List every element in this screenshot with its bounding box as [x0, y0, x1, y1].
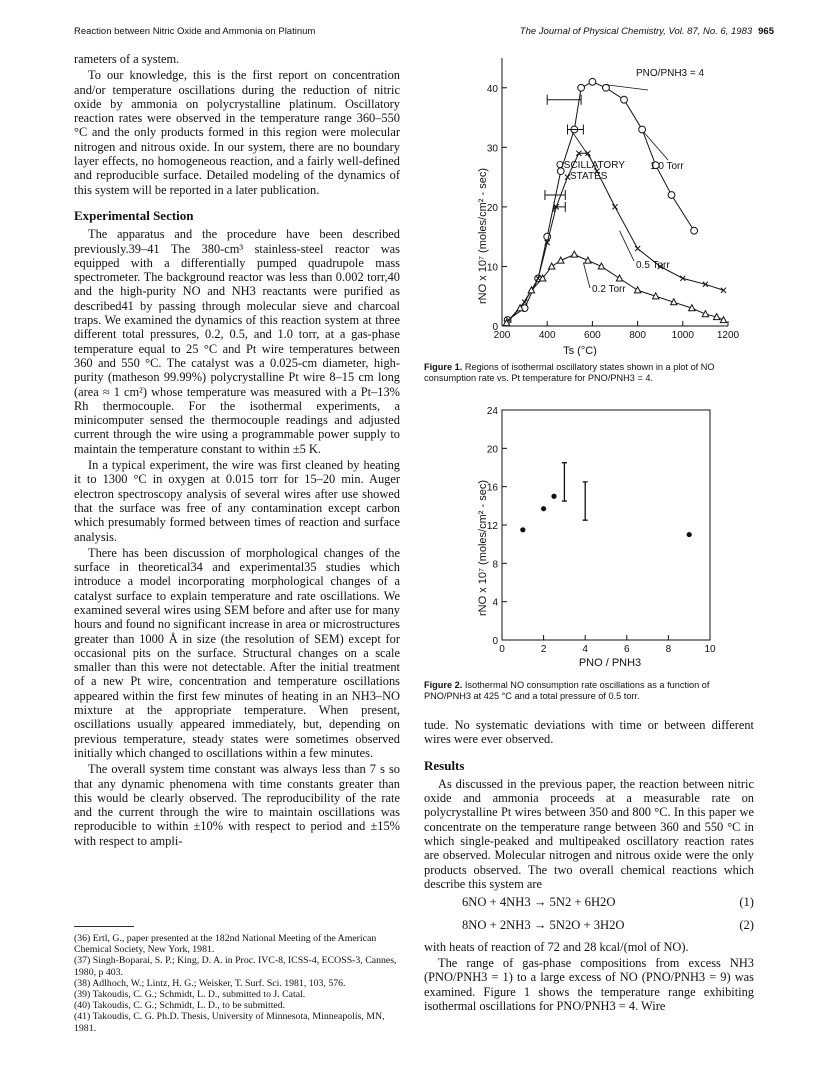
fig1-point-circle [639, 126, 646, 133]
footnote-rule [74, 926, 134, 927]
fig1-point-triangle [720, 317, 726, 323]
fig1-point-triangle [585, 257, 591, 263]
fig2-y-tick-label: 20 [486, 444, 498, 456]
fig1-ratio-label: PNO/PNH3 = 4 [636, 68, 705, 79]
paragraph: There has been discussion of morphological changes of the surface in theoretical34 and experimental35 studies which introduce a model incorporating morphological changes of a catalyst surface to explain temperature and rate oscillations. We examined several wires using SEM before and after use for many hours and found no significant increase in area or microstructures greater than 1000 Å in size (the resolution of SEM) except for occasional pits on the surface. Structural changes on a scale smaller than this were not detectable. After the initial treatment of a new Pt wire, concentration and temperature oscillations appeared within the first few minutes of heating in an NH3–NO mixture at the appropriate temperature. When present, oscillations usually appeared immediately, but, depending on previous temperature, steady states were sometimes observed initially which changed to oscillations within a few minutes. [74, 545, 400, 760]
fig1-y-axis-label: rNO x 10⁷ (moles/cm² - sec) [477, 168, 489, 304]
fig1-y-tick-label: 0 [492, 322, 498, 333]
fig2-data-point [551, 494, 556, 499]
fig1-point-x [635, 246, 640, 251]
fig2-x-tick-label: 10 [704, 644, 716, 655]
paragraph: As discussed in the previous paper, the reaction between nitric oxide and ammonia proceeds at a measurable rate on polycrystalline Pt wires between 350 and 800 °C. In this paper we concentrate on the temperature range between 360 and 550 °C in which single-peaked and multipeaked oscillatory reaction rates are observed. Molecular nitrogen and nitrous oxide were the only products observed. The two overall chemical reactions which describe this system are [424, 776, 754, 891]
paragraph: The apparatus and the procedure have been described previously.39–41 The 380-cm³ stainless-steel reactor was equipped with a differentially pumped quadrupole mass spectrometer. The background reactor was less than 0.002 torr,40 and the high-purity NO and NH3 reactants were purified as described41 by passing through molecular sieve and charcoal traps. We examined the dynamics of this reaction system at three different total pressures, 0.2, 0.5, and 1.0 torr, at a gas-phase temperature equal to 25 °C and Pt wire temperatures between 360 and 550 °C. The catalyst was a 0.025-cm diameter, high-purity (matheson 99.99%) polycrystalline Pt wire 8–15 cm long (area ≈ 1 cm²) whose temperature was measured with a Pt–13% Rh thermocouple. For the isothermal experiments, a minicomputer sensed the thermocouple readings and adjusted current through the wire using a programmable power supply to maintain the temperature constant to within ±5 K. [74, 227, 400, 456]
fig1-x-tick-label: 800 [629, 330, 646, 341]
fig2-x-tick-label: 0 [499, 644, 505, 655]
fig1-x-tick-label: 600 [584, 330, 601, 341]
fig2-data-point [541, 506, 546, 511]
footnote: (39) Takoudis, C. G.; Schmidt, L. D., submitted to J. Catal. [74, 989, 306, 1001]
fig2-x-tick-label: 2 [540, 644, 547, 655]
fig2-data-point [520, 527, 525, 532]
fig1-point-x [721, 288, 726, 293]
fig2-caption-text: Isothermal NO consumption rate oscillations as a function of PNO/PNH3 at 425 °C and a total pressure of 0.5 torr. [424, 680, 710, 701]
footnote: (36) Ertl, G., paper presented at the 182nd National Meeting of the American Chemical Society, New York, 1981. [74, 933, 377, 956]
fig2-oscillation-range [583, 482, 588, 520]
fig1-x-axis-label: Ts (°C) [563, 345, 597, 356]
paragraph: tude. No systematic deviations with time or between different wires were ever observed. [424, 718, 754, 747]
fig1-x-tick-label: 1200 [716, 330, 740, 341]
equation-1-number: (1) [739, 895, 754, 910]
fig1-x-tick-label: 200 [493, 330, 511, 341]
page-number: 965 [758, 26, 774, 37]
paragraph: with heats of reaction of 72 and 28 kcal/(mol of NO). [424, 939, 689, 954]
fig1-osc-label: OSCILLATORY [556, 160, 625, 171]
paragraph: rameters of a system. [74, 52, 180, 66]
fig1-point-triangle [634, 287, 640, 293]
fig1-point-x [612, 204, 617, 209]
fig2-x-tick-label: 6 [624, 644, 630, 655]
fig1-point-circle [621, 96, 628, 103]
figure-2-chart [420, 398, 760, 678]
fig1-point-triangle [616, 275, 622, 281]
fig1-caption-text: Regions of isothermal oscillatory states shown in a plot of NO consumption rate vs. Pt temperature for PNO/PNH3 = 4. [424, 362, 715, 383]
fig2-y-axis-label: rNO x 10⁷ (moles/cm² - sec) [477, 480, 489, 616]
journal-header [520, 26, 774, 37]
footnote: (40) Takoudis, C. G.; Schmidt, L. D., to be submitted. [74, 1000, 286, 1012]
paragraph: In a typical experiment, the wire was first cleaned by heating it to 1300 °C in oxygen at 0.015 torr for 15–20 min. Auger electron spectroscopy analysis of several wires after use showed that the surface was free of any contamination except carbon which presumably formed between times of reaction and surface analysis. [74, 458, 400, 544]
right-column [424, 718, 754, 1015]
footnote: (38) Adlhoch, W.; Lintz, H. G.; Weisker, T. Surf. Sci. 1981, 103, 576. [74, 977, 346, 989]
footnote: (37) Singh-Boparai, S. P.; King, D. A. in Proc. IVC-8, ICSS-4, ECOSS-3, Cannes, 1980, p 403. [74, 955, 397, 978]
fig2-y-tick-label: 8 [492, 559, 498, 571]
paragraph: The range of gas-phase compositions from excess NH3 (PNO/PNH3 = 1) to a large excess of NO (PNO/PNH3 = 9) was examined. Figure 1 shows the temperature range exhibiting isothermal oscillations for PNO/PNH3 = 4. Wire [424, 956, 754, 1014]
fig1-caption-label: Figure 1. [424, 362, 463, 372]
footnotes [74, 926, 400, 1034]
fig2-y-tick-label: 4 [492, 597, 498, 609]
fig2-plot-frame [502, 410, 710, 640]
fig1-y-tick-label: 20 [486, 202, 498, 214]
equation-2-body: 8NO + 2NH3 → 5N2O + 3H2O [462, 917, 625, 932]
fig1-point-circle [691, 227, 698, 234]
fig1-osc-label-2: STATES [570, 171, 608, 182]
fig2-y-tick-label: 12 [486, 521, 498, 532]
fig1-y-tick-label: 40 [486, 83, 498, 95]
journal-citation: The Journal of Physical Chemistry, Vol. 87, No. 6, 1983 [519, 26, 753, 37]
fig1-y-tick-label: 30 [486, 143, 498, 155]
fig1-point-circle [668, 192, 675, 199]
equation-2-number: (2) [739, 917, 754, 932]
fig2-x-axis-label: PNO / PNH3 [578, 657, 642, 669]
fig1-point-triangle [549, 263, 555, 269]
fig1-leader-line [606, 85, 648, 90]
paragraph: To our knowledge, this is the first report on concentration and/or temperature oscillations during the reduction of nitric oxide by ammonia on polycrystalline platinum. Oscillatory reaction rates were observed in the temperature range 360–550 °C and the only products formed in this region were molecular nitrogen and nitrous oxide. In our system, there are no boundary layer effects, no homogeneous reaction, and a fairly well-defined and reproducible surface. Detailed modeling of the dynamics of this system will be reported in a later publication. [74, 68, 400, 197]
fig1-leader-line [620, 231, 634, 261]
fig2-x-tick-label: 4 [582, 644, 588, 655]
running-header: Reaction between Nitric Oxide and Ammonia on Platinum [74, 26, 316, 37]
figure-2-caption [424, 680, 754, 702]
fig1-point-circle [578, 84, 585, 91]
fig1-oscillation-range [547, 95, 581, 105]
paragraph: The overall system time constant was always less than 7 s so that any dynamic phenomena with time constants greater than this would be clearly observed. The reproducibility of the rate and the current through the wire to maintain oscillations was reproducible to within ±10% with respect to period and ±15% with respect to ampli- [74, 762, 400, 848]
fig1-leader-line [644, 132, 668, 160]
fig1-leader-line [572, 131, 590, 158]
fig1-series-label-05torr: 0.5 Torr [636, 260, 670, 271]
section-heading-experimental: Experimental Section [74, 207, 194, 223]
fig1-series-label-1torr: 1.0 Torr [650, 161, 684, 172]
equation-1-body: 6NO + 4NH3 → 5N2 + 6H2O [462, 895, 616, 910]
fig2-caption-label: Figure 2. [424, 680, 463, 690]
figure-1-caption [424, 362, 754, 384]
fig1-point-circle [589, 78, 596, 85]
figure-1-chart [420, 46, 760, 356]
fig1-series-label-02torr: 0.2 Torr [592, 284, 626, 295]
footnote: (41) Takoudis, C. G. Ph.D. Thesis, University of Minnesota, Minneapolis, MN, 1981. [74, 1011, 385, 1034]
fig1-point-triangle [598, 263, 604, 269]
fig2-y-tick-label: 24 [486, 406, 498, 417]
fig1-point-triangle [702, 311, 708, 317]
fig1-series-line [509, 153, 724, 320]
fig2-y-tick-label: 16 [486, 482, 498, 494]
fig2-y-tick-label: 0 [492, 636, 498, 647]
section-heading-results: Results [424, 757, 465, 773]
fig1-point-triangle [558, 257, 564, 263]
fig1-point-triangle [571, 251, 577, 257]
fig1-y-tick-label: 10 [486, 262, 498, 274]
equation-1 [462, 895, 754, 909]
fig2-data-point [687, 532, 692, 537]
fig2-oscillation-range [562, 463, 567, 501]
equation-2 [462, 918, 754, 932]
fig1-x-tick-label: 400 [538, 330, 556, 341]
left-column [74, 52, 400, 850]
fig1-leader-line [583, 262, 590, 288]
fig2-x-tick-label: 8 [665, 644, 672, 655]
fig1-x-tick-label: 1000 [671, 330, 694, 341]
